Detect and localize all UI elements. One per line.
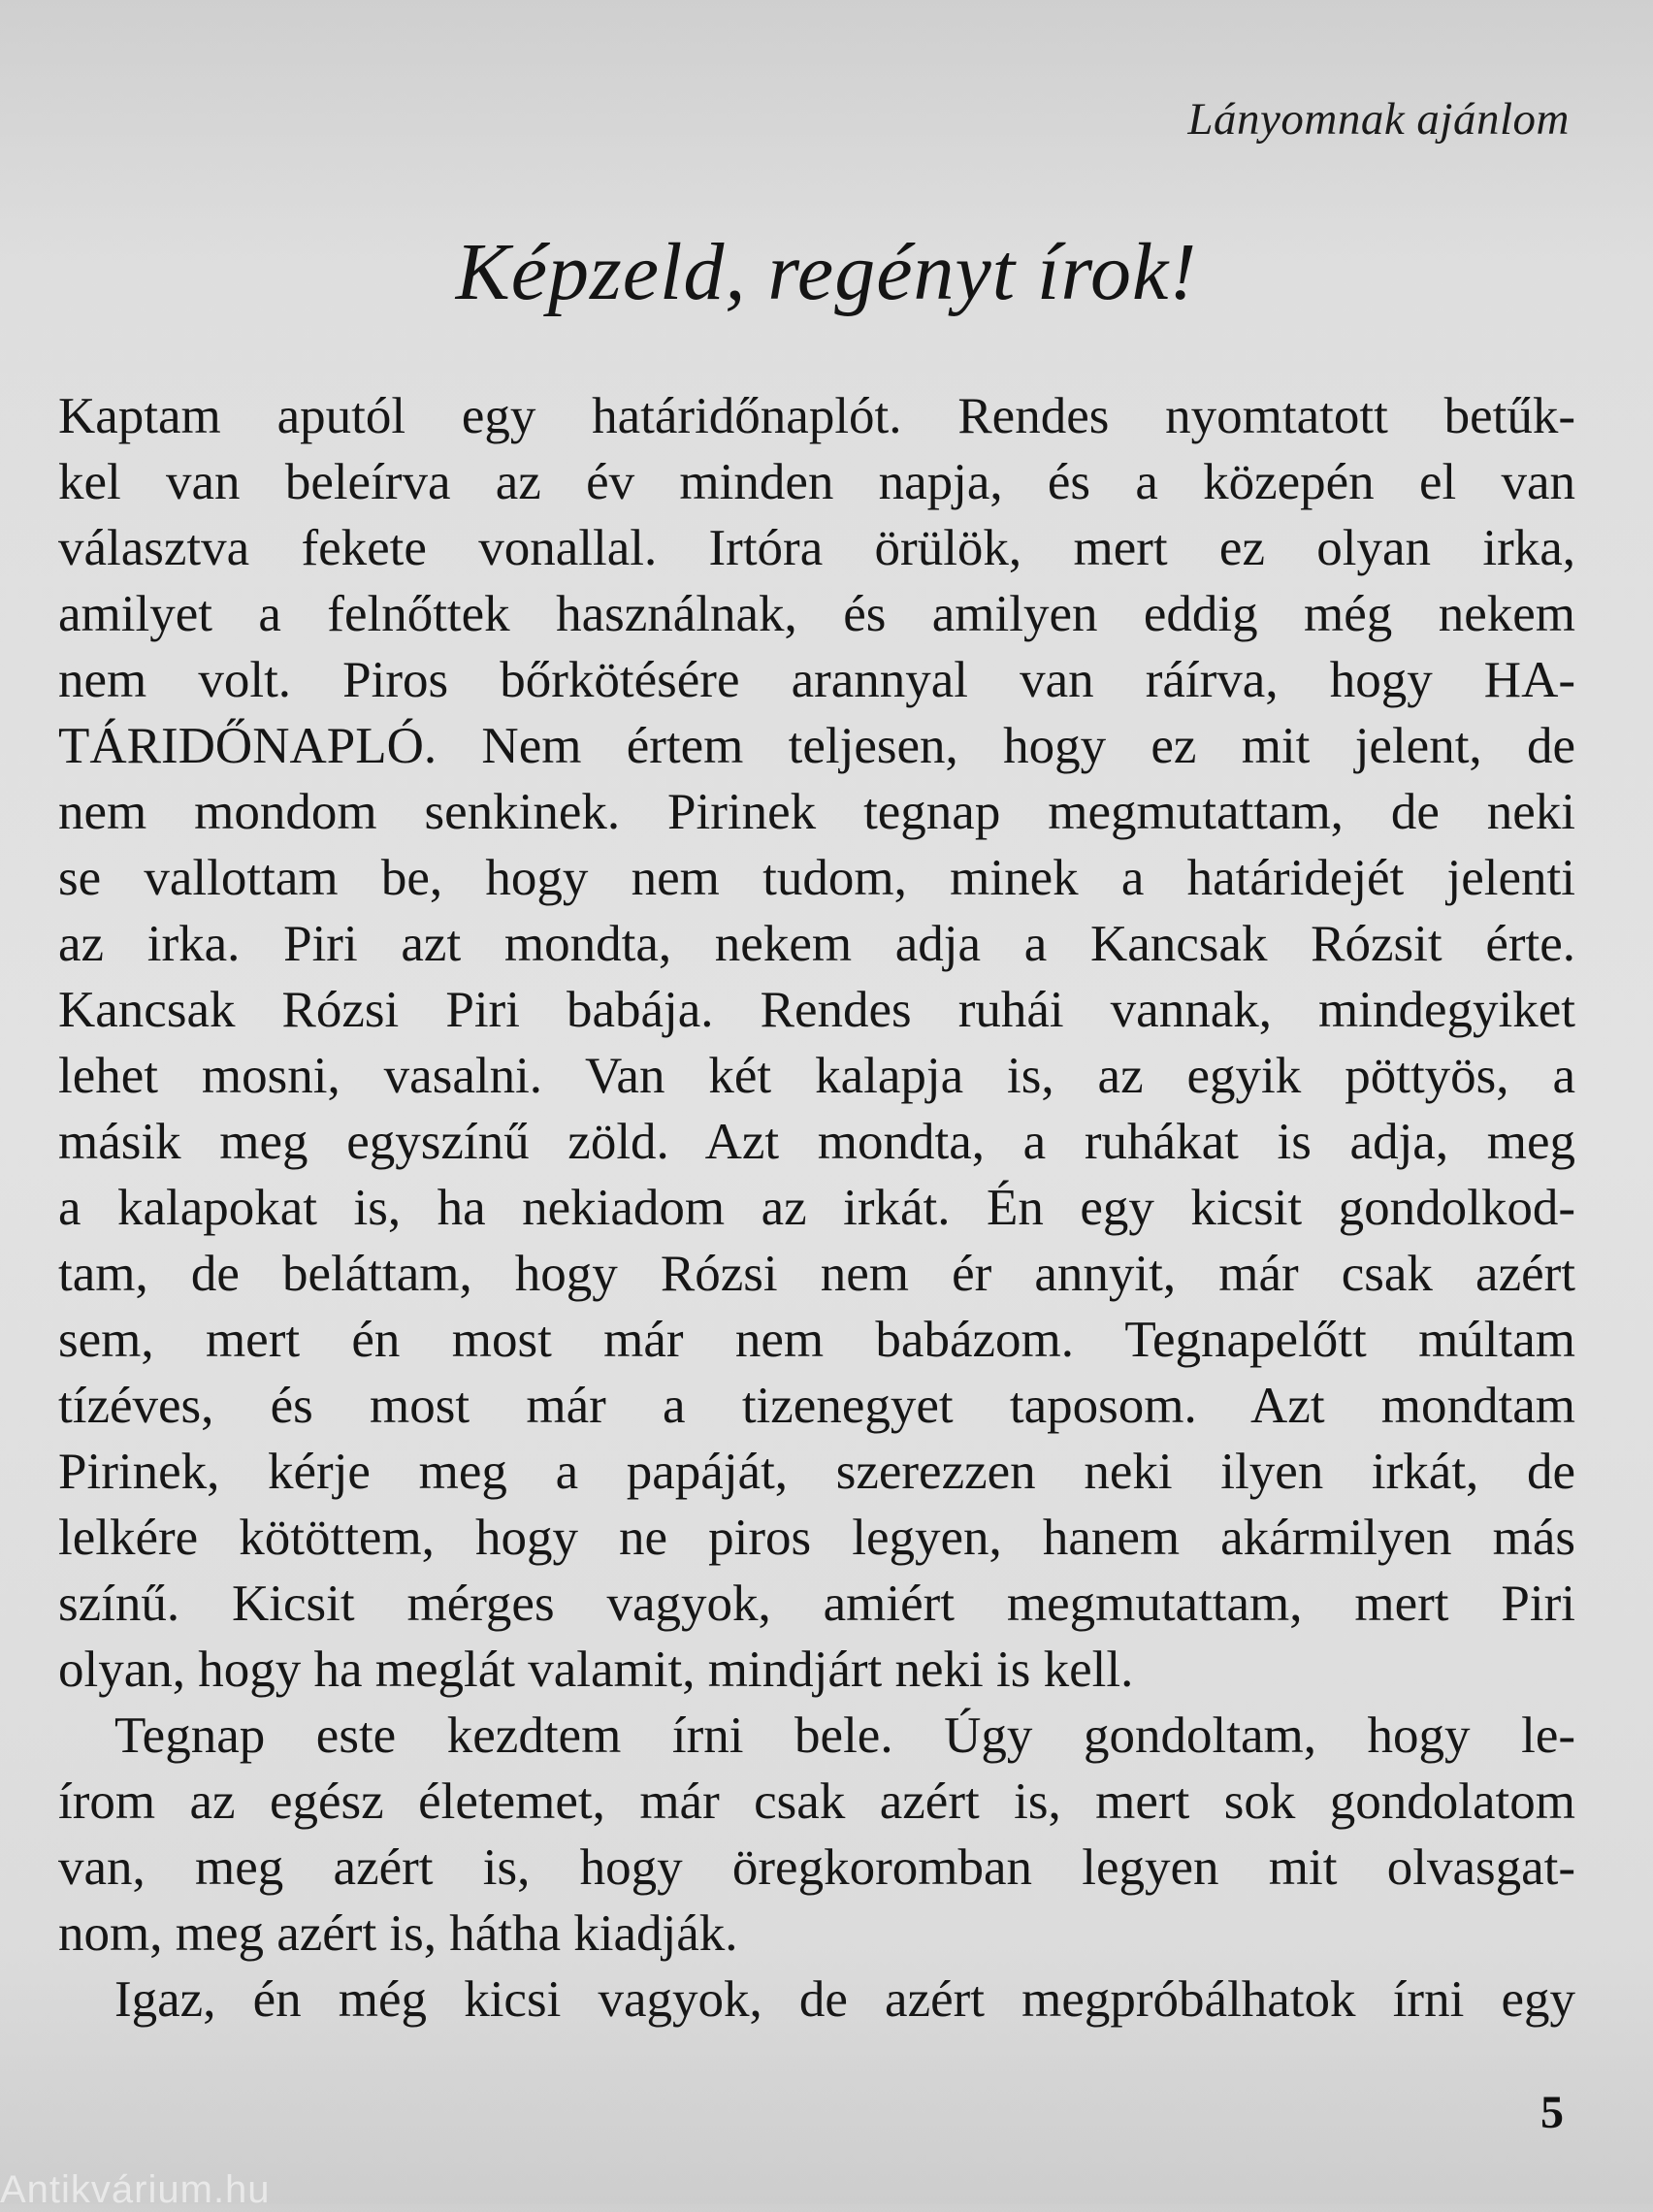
text-line: írom az egész életemet, már csak azért is, mert sok gondolatom (58, 1773, 1575, 1830)
running-head: Lányomnak ajánlom (1187, 94, 1570, 145)
text-line: Igaz, én még kicsi vagyok, de azért megpróbálhatok írni egy (114, 1971, 1575, 2028)
text-line: nom, meg azért is, hátha kiadják. (58, 1905, 738, 1962)
body-text (58, 383, 1575, 2033)
text-line: nem volt. Piros bőrkötésére arannyal van ráírva, hogy HA- (58, 652, 1575, 708)
text-line: tízéves, és most már a tizenegyet taposom. Azt mondtam (58, 1378, 1575, 1434)
watermark: Antikvárium.hu (0, 2168, 271, 2211)
text-line: Kaptam aputól egy határidőnaplót. Rendes nyomtatott betűk- (58, 388, 1575, 444)
text-line: színű. Kicsit mérges vagyok, amiért megmutattam, mert Piri (58, 1576, 1575, 1632)
text-line: lehet mosni, vasalni. Van két kalapja is, az egyik pöttyös, a (58, 1048, 1575, 1104)
page-number: 5 (1540, 2087, 1564, 2138)
text-line: olyan, hogy ha meglát valamit, mindjárt neki is kell. (58, 1642, 1134, 1698)
text-line: van, meg azért is, hogy öregkoromban legyen mit olvasgat- (58, 1839, 1575, 1896)
text-line: se vallottam be, hogy nem tudom, minek a határidejét jelenti (58, 850, 1575, 906)
text-line: az irka. Piri azt mondta, nekem adja a Kancsak Rózsit érte. (58, 916, 1575, 972)
chapter-title: Képzeld, regényt írok! (455, 227, 1198, 317)
text-line: választva fekete vonallal. Irtóra örülök, mert ez olyan irka, (58, 520, 1575, 576)
text-line: Kancsak Rózsi Piri babája. Rendes ruhái vannak, mindegyiket (58, 982, 1575, 1038)
text-line: másik meg egyszínű zöld. Azt mondta, a ruhákat is adja, meg (58, 1114, 1575, 1170)
text-line: amilyet a felnőttek használnak, és amilyen eddig még nekem (58, 586, 1575, 642)
text-line: Pirinek, kérje meg a papáját, szerezzen neki ilyen irkát, de (58, 1444, 1575, 1500)
text-line: kel van beleírva az év minden napja, és a közepén el van (58, 454, 1575, 510)
text-line: a kalapokat is, ha nekiadom az irkát. Én egy kicsit gondolkod- (58, 1180, 1575, 1236)
text-line: Tegnap este kezdtem írni bele. Úgy gondoltam, hogy le- (114, 1708, 1575, 1764)
text-line: tam, de beláttam, hogy Rózsi nem ér annyit, már csak azért (58, 1246, 1575, 1302)
text-line: nem mondom senkinek. Pirinek tegnap megmutattam, de neki (58, 784, 1575, 840)
text-line: TÁRIDŐNAPLÓ. Nem értem teljesen, hogy ez mit jelent, de (58, 718, 1575, 774)
text-line: lelkére kötöttem, hogy ne piros legyen, hanem akármilyen más (58, 1510, 1575, 1566)
text-line: sem, mert én most már nem babázom. Tegnapelőtt múltam (58, 1312, 1575, 1368)
